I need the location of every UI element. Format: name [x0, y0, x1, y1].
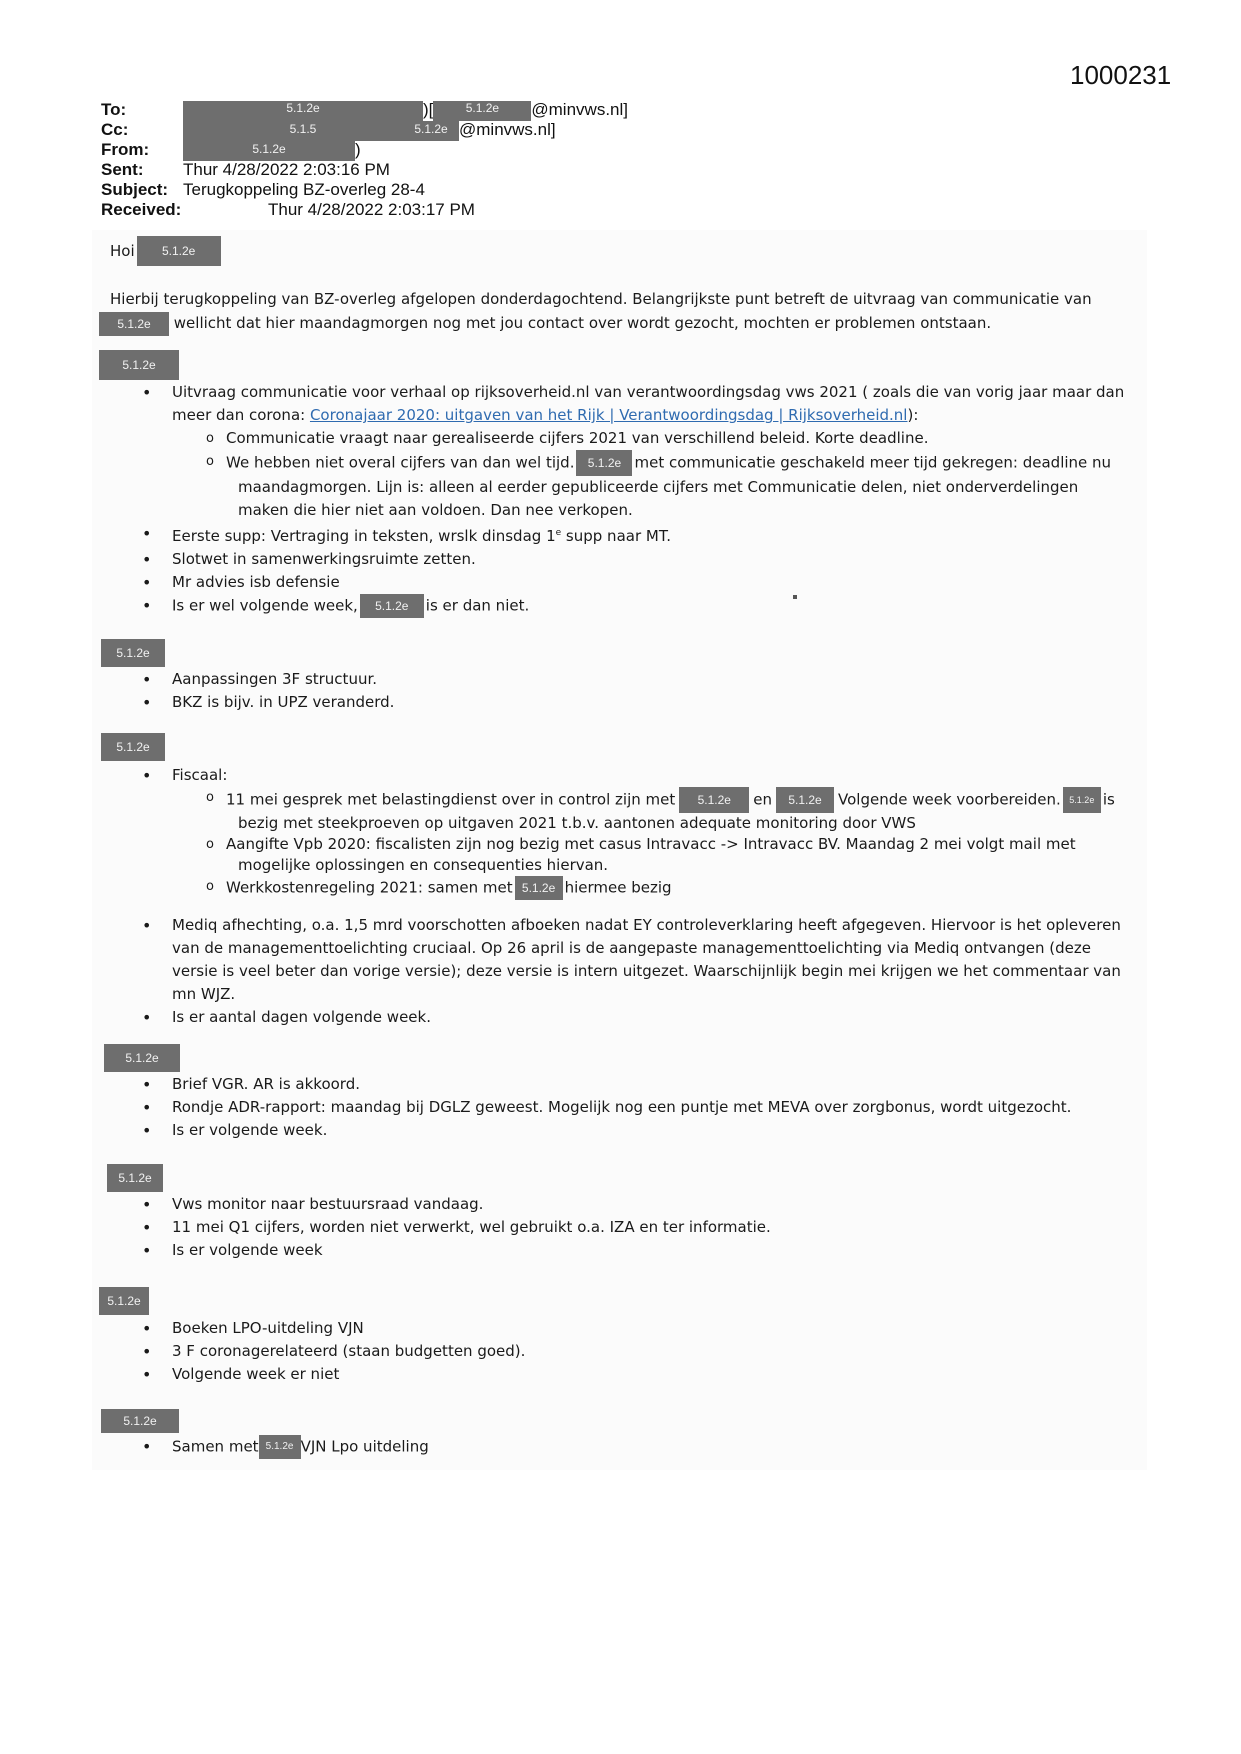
section-6-list [170, 1317, 1130, 1386]
cc-suffix: @minvws.nl] [459, 120, 556, 139]
redaction-block: 5.1.2e [99, 312, 169, 336]
list-item: • Boeken LPO-uitdeling VJN [170, 1317, 1130, 1340]
received-value: Thur 4/28/2022 2:03:17 PM [268, 200, 475, 219]
stray-mark [793, 595, 797, 599]
section-2-list [170, 668, 1130, 714]
redaction-block: 5.1.2e [183, 101, 423, 121]
list-item: • Mediq afhechting, o.a. 1,5 mrd voorschotten afboeken nadat EY controleverklaring heeft afgegeven. Hiervoor is het opleveren van de managementtoelichting cruciaal. Op 26 april is de aangepaste managementtoelichting via Mediq ontvangen (deze versie is veel beter dan vorige versie); deze versie is intern uitgezet. Waarschijnlijk begin mei krijgen we het commentaar van mn WJZ. [170, 914, 1130, 1006]
list-item: • Is er volgende week. [170, 1119, 1130, 1142]
list-item: • Samen met 5.1.2e VJN Lpo uitdeling [170, 1435, 1130, 1459]
section-heading-redacted: 5.1.2e [104, 1044, 180, 1072]
redaction-block: 5.1.2e [776, 787, 834, 813]
section-3-sublist [172, 787, 1130, 900]
redaction-block: 5.1.5 [183, 121, 423, 141]
redaction-block: 5.1.2e [433, 101, 531, 121]
subject-label: Subject: [101, 180, 169, 199]
redaction-block: 5.1.2e [576, 450, 632, 476]
section-heading-redacted: 5.1.2e [101, 639, 165, 667]
section-heading-redacted: 5.1.2e [107, 1164, 163, 1192]
redaction-block: 5.1.2e [360, 594, 424, 618]
section-heading-redacted: 5.1.2e [99, 1287, 149, 1315]
list-item: • Fiscaal: o 11 mei gesprek met belastingdienst over in control zijn met 5.1.2e en 5.1.2e Volgende week voorbereiden. 5.1.2e is bezig met steekproeven op uitgaven 2021 t.b.v. aantonen adequate monitoring door VWS o Aangifte Vpb 2020: fiscalisten zijn nog bezig met casus Intravacc -> Intravacc BV. Maandag 2 mei volgt mail met mogelijke oplossingen en consequenties hiervan. o Werkkostenregeling 2021: samen met 5.1.2e hiermee bezig [170, 764, 1130, 900]
redaction-block: 5.1.2e [679, 787, 749, 813]
section-3-list [170, 764, 1130, 1029]
list-item: • Rondje ADR-rapport: maandag bij DGLZ geweest. Mogelijk nog een puntje met MEVA over zorgbonus, wordt uitgezocht. [170, 1096, 1130, 1119]
section-4-list [170, 1073, 1130, 1142]
subject-value: Terugkoppeling BZ-overleg 28-4 [183, 180, 425, 199]
intro-paragraph [110, 287, 1140, 336]
list-item: • Is er aantal dagen volgende week. [170, 1006, 1130, 1029]
to-label: To: [101, 100, 127, 119]
list-item: • Vws monitor naar bestuursraad vandaag. [170, 1193, 1130, 1216]
list-item: • Is er volgende week [170, 1239, 1130, 1262]
intro-line-1: Hierbij terugkoppeling van BZ-overleg afgelopen donderdagochtend. Belangrijkste punt betreft de uitvraag van communicatie van [110, 290, 1092, 308]
list-item: • 3 F coronagerelateerd (staan budgetten goed). [170, 1340, 1130, 1363]
greeting [110, 236, 221, 266]
document-id: 1000231 [1070, 60, 1172, 90]
sent-label: Sent: [101, 160, 144, 179]
sub-list-item: o Communicatie vraagt naar gerealiseerde cijfers 2021 van verschillend beleid. Korte deadline. [226, 427, 1130, 450]
list-item: • Volgende week er niet [170, 1363, 1130, 1386]
redaction-block: 5.1.2e [259, 1435, 301, 1459]
redaction-block: 5.1.2e [1063, 787, 1101, 813]
list-item: • Aanpassingen 3F structuur. [170, 668, 1130, 691]
section-1-sublist [172, 427, 1130, 522]
sent-value: Thur 4/28/2022 2:03:16 PM [183, 160, 390, 179]
from-label: From: [101, 140, 150, 159]
received-label: Received: [101, 200, 182, 219]
intro-line-2: wellicht dat hier maandagmorgen nog met jou contact over wordt gezocht, mochten er problemen ontstaan. [173, 314, 992, 332]
section-heading-redacted: 5.1.2e [101, 1409, 179, 1433]
section-7-list [170, 1435, 1130, 1459]
cc-label: Cc: [101, 120, 129, 139]
section-heading-redacted: 5.1.2e [99, 350, 179, 380]
sub-list-item: o 11 mei gesprek met belastingdienst over in control zijn met 5.1.2e en 5.1.2e Volgende week voorbereiden. 5.1.2e is bezig met steekproeven op uitgaven 2021 t.b.v. aantonen adequate monitoring door VWS [226, 787, 1130, 834]
section-1-list [170, 381, 1130, 618]
to-suffix-2: @minvws.nl] [531, 100, 628, 119]
redaction-block: 5.1.2e [183, 141, 355, 161]
redaction-block: 5.1.2e [403, 121, 459, 141]
section-5-list [170, 1193, 1130, 1262]
from-suffix: ) [355, 140, 361, 159]
list-item: • 11 mei Q1 cijfers, worden niet verwerkt, wel gebruikt o.a. IZA en ter informatie. [170, 1216, 1130, 1239]
list-item: • Slotwet in samenwerkingsruimte zetten. [170, 548, 1130, 571]
list-item: • Brief VGR. AR is akkoord. [170, 1073, 1130, 1096]
to-suffix-1: )[ [423, 100, 434, 119]
greeting-text: Hoi [110, 242, 135, 260]
sub-list-item: o Werkkostenregeling 2021: samen met 5.1.2e hiermee bezig [226, 876, 1130, 900]
list-item: • BKZ is bijv. in UPZ veranderd. [170, 691, 1130, 714]
list-item: • Is er wel volgende week, 5.1.2e is er dan niet. [170, 594, 1130, 618]
verantwoordingsdag-link[interactable]: Coronajaar 2020: uitgaven van het Rijk | Verantwoordingsdag | Rijksoverheid.nl [309, 406, 908, 424]
sub-list-item: o We hebben niet overal cijfers van dan wel tijd. 5.1.2e met communicatie geschakeld meer tijd gekregen: deadline nu maandagmorgen. Lijn is: alleen al eerder gepubliceerde cijfers met Communicatie delen, niet onderverdelingen maken die hier niet aan voldoen. Dan nee verkopen. [226, 450, 1130, 522]
section-heading-redacted: 5.1.2e [101, 733, 165, 761]
list-item: • Mr advies isb defensie [170, 571, 1130, 594]
sub-list-item: o Aangifte Vpb 2020: fiscalisten zijn nog bezig met casus Intravacc -> Intravacc BV. Maandag 2 mei volgt mail met mogelijke oplossingen en consequenties hiervan. [226, 834, 1130, 876]
list-item: • Uitvraag communicatie voor verhaal op rijksoverheid.nl van verantwoordingsdag vws 2021 ( zoals die van vorig jaar maar dan meer dan corona: Coronajaar 2020: uitgaven van het Rijk | Verantwoordingsdag | Rijksoverheid.nl): o Communicatie vraagt naar gerealiseerde cijfers 2021 van verschillend beleid. Korte deadline. o We hebben niet overal cijfers van dan wel tijd. 5.1.2e met communicatie geschakeld meer tijd gekregen: deadline nu maandagmorgen. Lijn is: alleen al eerder gepubliceerde cijfers met Communicatie delen, niet onderverdelingen maken die hier niet aan voldoen. Dan nee verkopen. [170, 381, 1130, 522]
redaction-block: 5.1.2e [515, 876, 563, 900]
list-item: • Eerste supp: Vertraging in teksten, wrslk dinsdag 1e supp naar MT. [170, 522, 1130, 548]
redaction-block: 5.1.2e [137, 236, 221, 266]
